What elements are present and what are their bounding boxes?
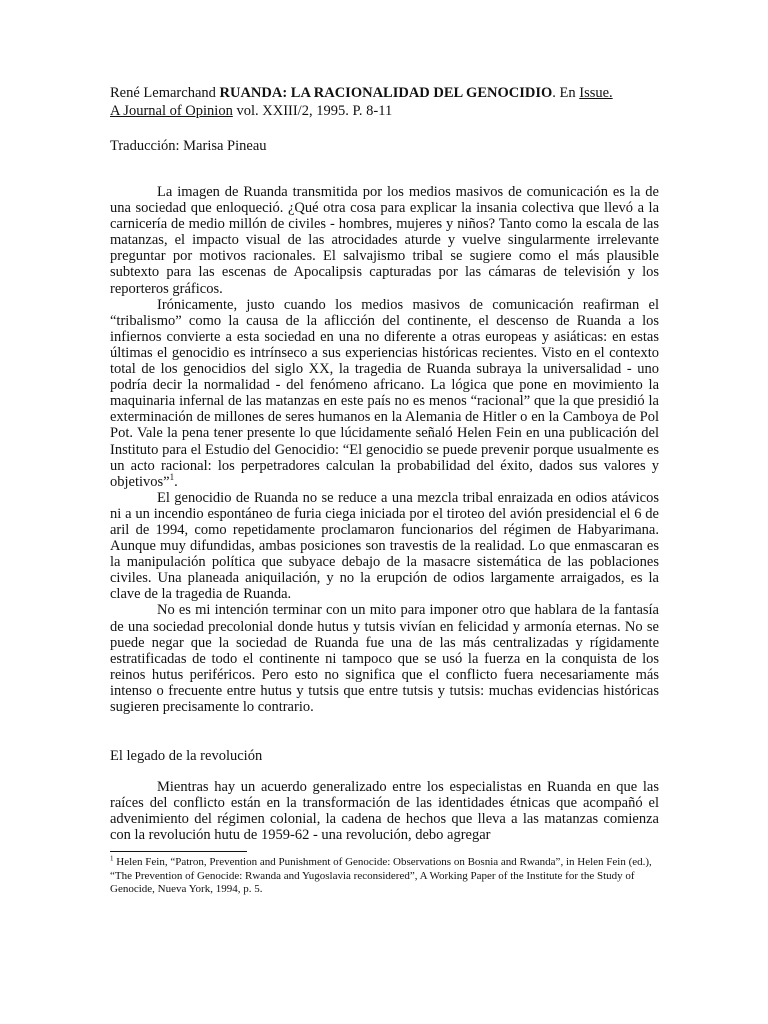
footnote-number: 1 <box>110 854 114 863</box>
citation-title: RUANDA: LA RACIONALIDAD DEL GENOCIDIO <box>219 85 553 101</box>
paragraph-3: El genocidio de Ruanda no se reduce a una mezcla tribal enraizada en odios atávicos ni a un incendio espontáneo de furia ciega iniciada por el tiroteo del avión presidencial el 6 de aril de 1994, como repetidamente proclamaron funcionarios del régimen de Habyarimana. Aunque muy difundidas, ambas posiciones son travestis de la realidad. Lo que enmascaran es la manipulación política que subyace debajo de la masacre sistemática de las poblaciones civiles. Una planeada aniquilación, y no la erupción de odios largamente arraigados, es la clave de la tragedia de Ruanda. <box>110 489 659 603</box>
journal-name-part2: A Journal of Opinion <box>110 103 233 119</box>
paragraph-2-text: Irónicamente, justo cuando los medios masivos de comunicación reafirman el “tribalismo” como la causa de la aflicción del continente, el descenso de Ruanda a los infiernos convierte a esta sociedad en una no diferente a otras europeas y asiáticas: en estas últimas el genocidio es intrínseco a sus experiencias históricas recientes. Visto en el contexto total de los genocidios del siglo XX, la tragedia de Ruanda subraya la universalidad - uno podría decir la normalidad - del fenómeno africano. La lógica que pone en movimiento la maquinaria infernal de las matanzas en este país no es menos “racional” que la que presidió la exterminación de millones de seres humanos en la Alemania de Hitler o en la Camboya de Pol Pot. Vale la pena tener presente lo que lúcidamente señaló Helen Fein en una publicación del Instituto para el Estudio del Genocidio: “El genocidio se puede prevenir porque usualmente es un acto racional: los perpetradores calculan la probabilidad del éxito, dados sus valores y objetivos” <box>110 296 659 490</box>
journal-name-part1: Issue. <box>579 85 613 101</box>
citation <box>110 84 659 120</box>
citation-details: vol. XXIII/2, 1995. P. 8-11 <box>232 103 393 119</box>
footnote-divider <box>110 851 247 852</box>
paragraph-2 <box>110 297 659 490</box>
paragraph-4: No es mi intención terminar con un mito para imponer otro que hablara de la fantasía de una sociedad precolonial donde hutus y tutsis vivían en felicidad y armonía eternas. No se puede negar que la sociedad de Ruanda fue una de las más centralizadas y rígidamente estratificadas de todo el continente ni tampoco que se usó la fuerza en la conquista de los reinos hutus periféricos. Pero esto no significa que el conflicto fuera necesariamente más intenso o frecuente entre hutus y tutsis que entre tutsis y tutsis: muchas evidencias históricas sugieren precisamente lo contrario. <box>110 602 659 715</box>
footnote-text: Helen Fein, “Patron, Prevention and Punishment of Genocide: Observations on Bosnia and Rwanda”, in Helen Fein (ed.), “The Prevention of Genocide: Rwanda and Yugoslavia reconsidered”, A Working Paper of the Institute for the Study of Genocide, Nueva York, 1994, p. 5. <box>110 856 652 896</box>
section-paragraph: Mientras hay un acuerdo generalizado entre los especialistas en Ruanda en que las raíces del conflicto están en la transformación de las identidades étnicas que acompañó el advenimiento del régimen colonial, la cadena de hechos que lleva a las matanzas comienza con la revolución hutu de 1959-62 - una revolución, debo agregar <box>110 779 659 844</box>
citation-author: René Lemarchand <box>110 85 220 101</box>
translator-line: Traducción: Marisa Pineau <box>110 138 267 154</box>
document-page <box>110 84 659 897</box>
section-body <box>110 779 659 843</box>
citation-after-title: . En <box>552 85 580 101</box>
section-heading: El legado de la revolución <box>110 748 263 765</box>
body-text <box>110 184 659 715</box>
paragraph-2-end: . <box>174 473 178 490</box>
footnote-ref: 1 <box>169 471 175 482</box>
footnote <box>110 856 659 897</box>
paragraph-1: La imagen de Ruanda transmitida por los medios masivos de comunicación es la de una sociedad que enloqueció. ¿Qué otra cosa para explicar la insania colectiva que llevó a la carnicería de medio millón de civiles - hombres, mujeres y niños? Tanto como la escala de las matanzas, el impacto visual de las atrocidades aturde y vuelve singularmente irrelevante preguntar por motivos racionales. El salvajismo tribal se sugiere como el más plausible subtexto para las escenas de Apocalipsis capturadas por las cámaras de televisión y los reporteros gráficos. <box>110 184 659 297</box>
